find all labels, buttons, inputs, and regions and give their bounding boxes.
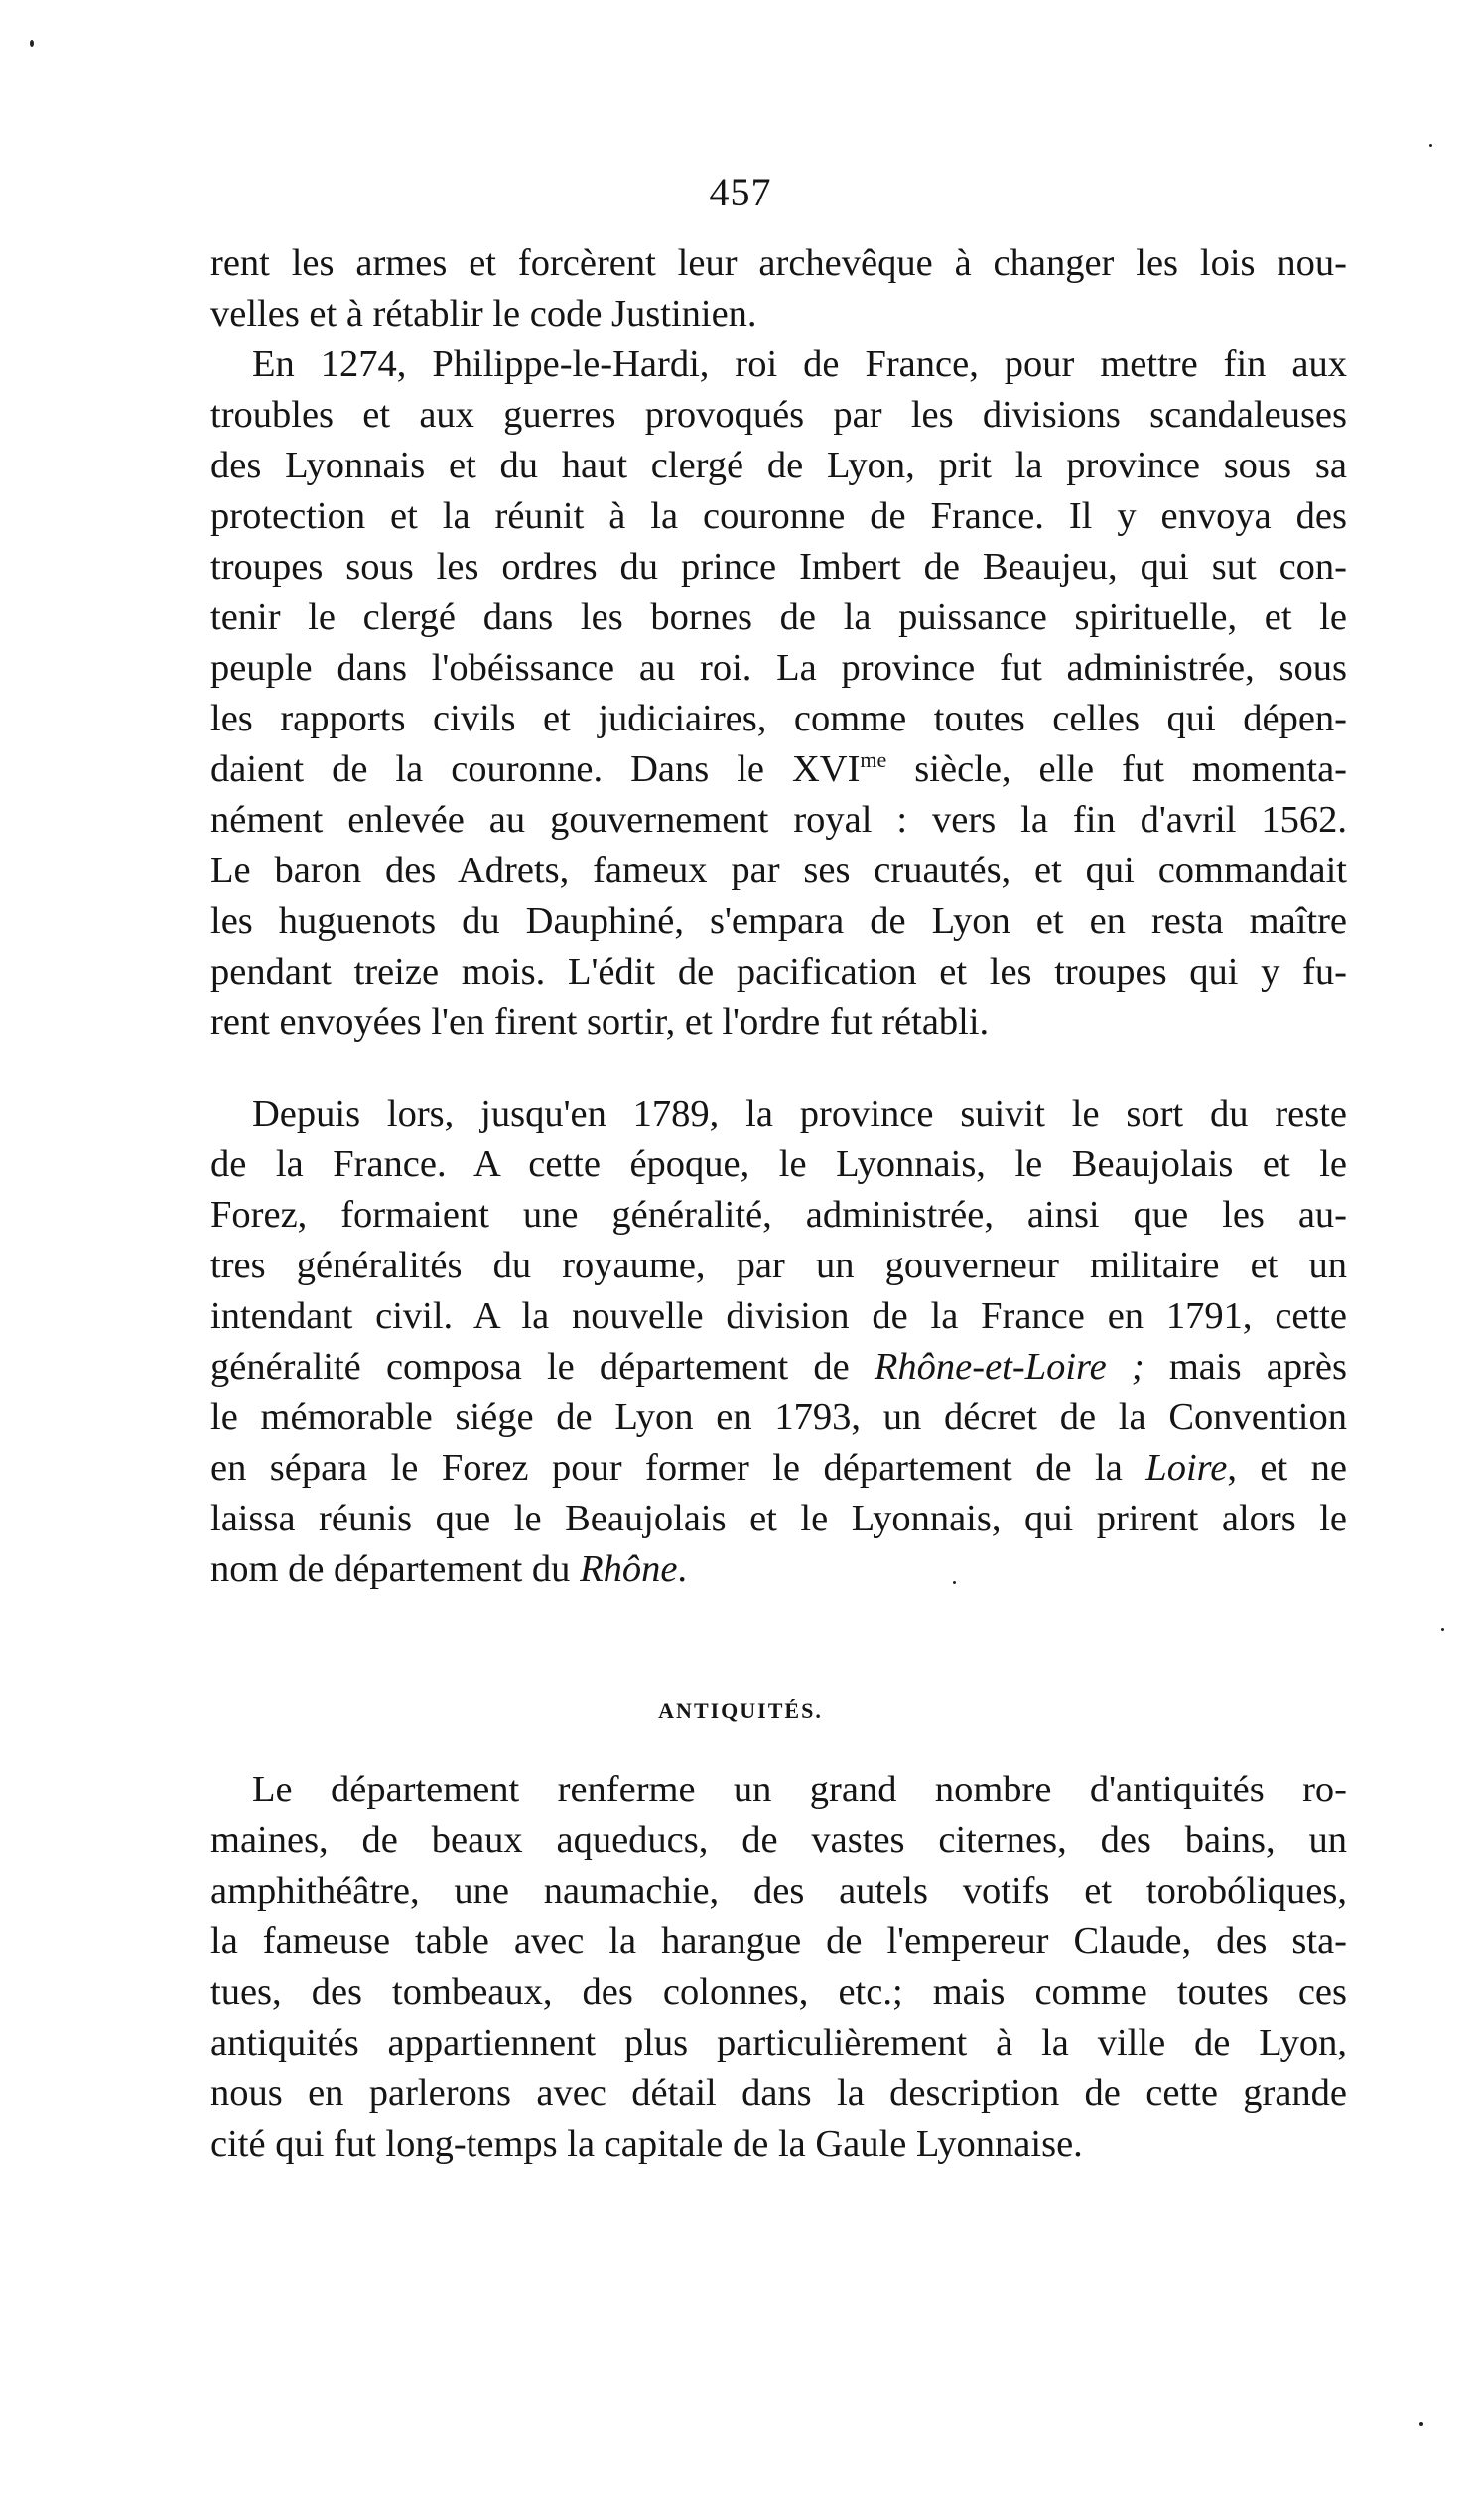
text-line: peuple dans l'obéissance au roi. La province fut administrée, sous bbox=[210, 647, 1347, 689]
text-line: des Lyonnais et du haut clergé de Lyon, prit la province sous sa bbox=[210, 445, 1347, 486]
text-line: tues, des tombeaux, des colonnes, etc.; mais comme toutes ces bbox=[210, 1971, 1347, 2013]
text-segment: , et ne bbox=[1227, 1447, 1348, 1489]
text-line: troupes sous les ordres du prince Imbert de Beaujeu, qui sut con- bbox=[210, 546, 1347, 588]
page-number: 457 bbox=[709, 170, 772, 214]
text-line: Le département renferme un grand nombre d'antiquités ro- bbox=[252, 1769, 1347, 1810]
text-line: la fameuse table avec la harangue de l'empereur Claude, des sta- bbox=[210, 1921, 1347, 1962]
paragraph-3 bbox=[210, 1089, 1347, 1595]
text-line: nément enlevée au gouvernement royal : vers la fin d'avril 1562. bbox=[210, 799, 1347, 841]
text-line: laissa réunis que le Beaujolais et le Lyonnais, qui prirent alors le bbox=[210, 1498, 1347, 1539]
text-segment: généralité composa le département de bbox=[210, 1346, 875, 1388]
text-segment: nom de département du bbox=[210, 1548, 581, 1590]
text-segment: en sépara le Forez pour former le département de la bbox=[210, 1447, 1146, 1489]
text-line: cité qui fut long-temps la capitale de la Gaule Lyonnaise. bbox=[210, 2123, 1083, 2165]
text-line: Forez, formaient une généralité, administrée, ainsi que les au- bbox=[210, 1194, 1347, 1236]
paragraph-4 bbox=[210, 1765, 1347, 2170]
text-line-with-italic bbox=[210, 1342, 1347, 1393]
text-line: tenir le clergé dans les bornes de la puissance spirituelle, et le bbox=[210, 597, 1347, 638]
paragraph-2 bbox=[210, 339, 1347, 1048]
text-segment: daient de la couronne. Dans le XVI bbox=[210, 748, 861, 790]
scan-speck bbox=[1429, 144, 1432, 147]
text-line: tres généralités du royaume, par un gouverneur militaire et un bbox=[210, 1245, 1347, 1286]
text-line: les huguenots du Dauphiné, s'empara de Lyon et en resta maître bbox=[210, 900, 1347, 942]
text-line: maines, de beaux aqueducs, de vastes citernes, des bains, un bbox=[210, 1819, 1347, 1861]
text-line-with-italic bbox=[210, 1544, 1347, 1595]
scan-speck bbox=[953, 1581, 956, 1584]
text-line: protection et la réunit à la couronne de France. Il y envoya des bbox=[210, 495, 1347, 537]
scan-speck bbox=[30, 40, 34, 47]
text-line: velles et à rétablir le code Justinien. bbox=[210, 293, 757, 334]
text-segment: siècle, elle fut momenta- bbox=[886, 748, 1347, 790]
text-line: rent les armes et forcèrent leur archevêque à changer les lois nou- bbox=[210, 242, 1347, 284]
superscript: me bbox=[860, 747, 887, 772]
text-line: nous en parlerons avec détail dans la description de cette grande bbox=[210, 2072, 1347, 2114]
italic-place-name: Rhône-et-Loire ; bbox=[874, 1346, 1144, 1388]
text-line: intendant civil. A la nouvelle division de la France en 1791, cette bbox=[210, 1295, 1347, 1337]
text-line: Depuis lors, jusqu'en 1789, la province suivit le sort du reste bbox=[252, 1093, 1347, 1134]
text-line-with-superscript bbox=[210, 744, 1347, 795]
text-line: amphithéâtre, une naumachie, des autels votifs et torobóliques, bbox=[210, 1870, 1347, 1912]
section-heading: ANTIQUITÉS. bbox=[658, 1698, 823, 1723]
text-line: pendant treize mois. L'édit de pacification et les troupes qui y fu- bbox=[210, 951, 1347, 993]
text-segment: mais après bbox=[1144, 1346, 1347, 1388]
text-segment: . bbox=[677, 1548, 688, 1590]
text-line: troubles et aux guerres provoqués par les divisions scandaleuses bbox=[210, 394, 1347, 436]
text-line: antiquités appartiennent plus particulièrement à la ville de Lyon, bbox=[210, 2022, 1347, 2063]
paragraph-1 bbox=[210, 238, 1347, 339]
scan-speck bbox=[1419, 2422, 1423, 2426]
text-line: le mémorable siége de Lyon en 1793, un décret de la Convention bbox=[210, 1396, 1347, 1438]
text-line-with-italic bbox=[210, 1443, 1347, 1494]
text-line: rent envoyées l'en firent sortir, et l'ordre fut rétabli. bbox=[210, 1001, 990, 1043]
text-line: les rapports civils et judiciaires, comme toutes celles qui dépen- bbox=[210, 698, 1347, 739]
italic-place-name: Loire bbox=[1145, 1447, 1228, 1489]
text-line: En 1274, Philippe-le-Hardi, roi de France, pour mettre fin aux bbox=[252, 343, 1347, 385]
text-line: de la France. A cette époque, le Lyonnais, le Beaujolais et le bbox=[210, 1143, 1347, 1185]
italic-place-name: Rhône bbox=[580, 1548, 678, 1590]
text-line: Le baron des Adrets, fameux par ses cruautés, et qui commandait bbox=[210, 850, 1347, 891]
scan-speck bbox=[1441, 1628, 1444, 1631]
